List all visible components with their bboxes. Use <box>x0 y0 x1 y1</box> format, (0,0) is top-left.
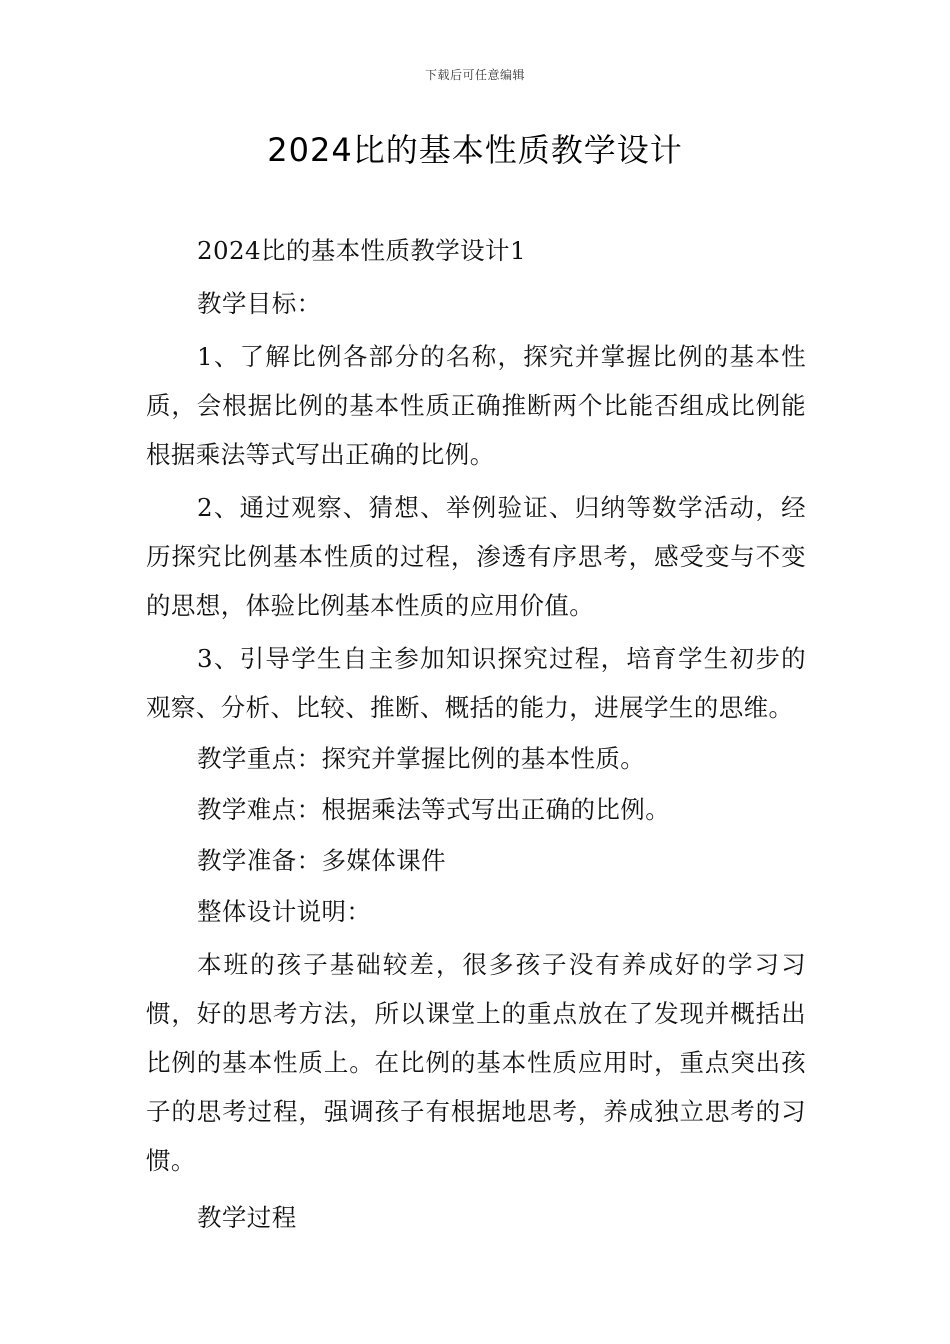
document-title: 2024比的基本性质教学设计 <box>267 131 683 169</box>
paragraph-process-label: 教学过程 <box>197 1203 297 1232</box>
paragraph-key-point: 教学重点：探究并掌握比例的基本性质。 <box>197 744 646 773</box>
paragraph-objectives-label: 教学目标： <box>197 289 322 318</box>
paragraph-design-label: 整体设计说明： <box>197 897 372 926</box>
paragraph-design-description: 本班的孩子基础较差，很多孩子没有养成好的学习习惯，好的思考方法，所以课堂上的重点放在了发现并概括出比例的基本性质上。在比例的基本性质应用时，重点突出孩子的思考过程，强调孩子有根据地思考，养成独立思考的习惯。 <box>146 950 806 1175</box>
document-body <box>146 226 806 1242</box>
paragraph-difficulty: 教学难点：根据乘法等式写出正确的比例。 <box>197 795 671 824</box>
paragraph-objective-1: 1、了解比例各部分的名称，探究并掌握比例的基本性质，会根据比例的基本性质正确推断两个比能否组成比例能根据乘法等式写出正确的比例。 <box>146 342 806 469</box>
section-heading: 2024比的基本性质教学设计1 <box>197 236 526 265</box>
header-note: 下载后可任意编辑 <box>424 68 525 82</box>
paragraph-objective-2: 2、通过观察、猜想、举例验证、归纳等数学活动，经历探究比例基本性质的过程，渗透有序思考，感受变与不变的思想，体验比例基本性质的应用价值。 <box>146 493 806 620</box>
paragraph-preparation: 教学准备：多媒体课件 <box>197 846 446 875</box>
paragraph-objective-3: 3、引导学生自主参加知识探究过程，培育学生初步的观察、分析、比较、推断、概括的能力，进展学生的思维。 <box>146 644 806 722</box>
